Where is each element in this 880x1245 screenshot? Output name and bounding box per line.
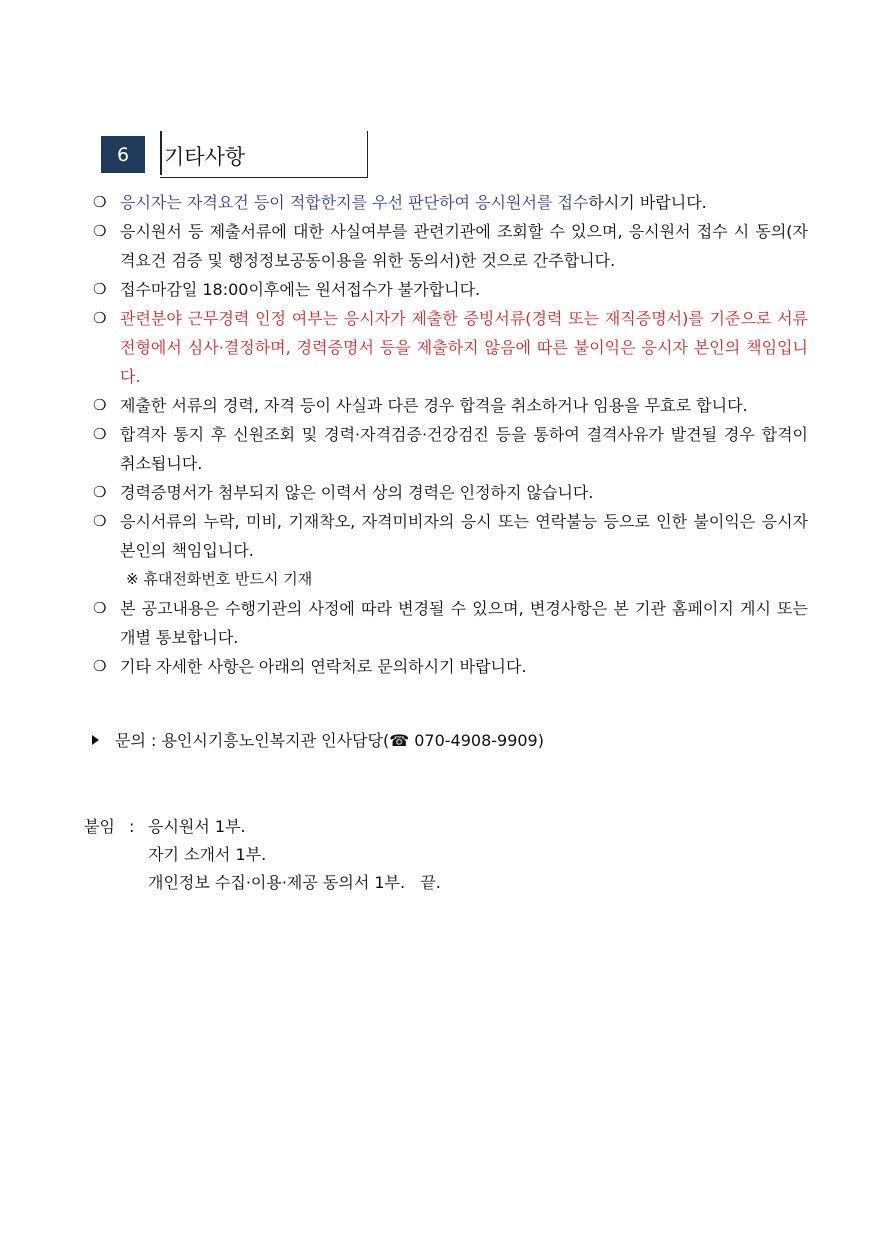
circle-bullet-icon: ❍	[93, 599, 107, 617]
notice-text: 하시기 바랍니다.	[588, 193, 707, 212]
notice-item	[90, 304, 808, 391]
notice-text: 경력증명서가 첨부되지 않은 이력서 상의 경력은 인정하지 않습니다.	[120, 483, 594, 502]
notice-text: 응시서류의 누락, 미비, 기재착오, 자격미비자의 응시 또는 연락불능 등으로 인한 불이익은 응시자 본인의 책임입니다.	[120, 512, 808, 560]
attachment-item: 응시원서 1부.	[148, 817, 246, 836]
contact-phone: 070-4908-9909)	[409, 731, 544, 750]
attachments	[84, 813, 441, 897]
phone-note: ※ 휴대전화번호 반드시 기재	[126, 570, 313, 588]
attachment-row	[84, 813, 441, 841]
notice-list	[90, 188, 808, 681]
circle-bullet-icon: ❍	[93, 193, 107, 211]
circle-bullet-icon: ❍	[93, 425, 107, 443]
circle-bullet-icon: ❍	[93, 396, 107, 414]
notice-item	[90, 275, 808, 304]
notice-text: 접수마감일 18:00이후에는 원서접수가 불가합니다.	[120, 280, 481, 299]
notice-item	[90, 507, 808, 565]
notice-item	[90, 188, 808, 217]
header-frame-right	[367, 131, 368, 178]
header-frame-bottom	[160, 177, 368, 178]
notice-item	[90, 217, 808, 275]
attachment-item: 자기 소개서 1부.	[148, 845, 267, 864]
circle-bullet-icon: ❍	[93, 309, 107, 327]
attachment-item: 개인정보 수집·이용·제공 동의서 1부. 끝.	[148, 873, 441, 892]
circle-bullet-icon: ❍	[93, 512, 107, 530]
header-divider	[160, 131, 162, 175]
notice-text: 합격자 통지 후 신원조회 및 경력·자격검증·건강검진 등을 통하여 결격사유가 발견될 경우 합격이 취소됩니다.	[120, 425, 808, 473]
circle-bullet-icon: ❍	[93, 483, 107, 501]
circle-bullet-icon: ❍	[93, 280, 107, 298]
contact-label: 문의 : 용인시기흥노인복지관 인사담당(	[115, 731, 390, 750]
notice-text-warning: 관련분야 근무경력 인정 여부는 응시자가 제출한 증빙서류(경력 또는 재직증명서)를 기준으로 서류전형에서 심사·결정하며, 경력증명서 등을 제출하지 않음에 따른 불이익은 응시자 본인의 책임입니다.	[120, 309, 808, 386]
notice-item	[90, 478, 808, 507]
notice-item	[90, 652, 808, 681]
attachment-label: 붙임	[84, 817, 115, 836]
notice-item	[90, 391, 808, 420]
section-title: 기타사항	[164, 145, 246, 169]
notice-item	[90, 420, 808, 478]
attachment-colon: :	[129, 817, 135, 836]
notice-item	[90, 594, 808, 652]
notice-text: 제출한 서류의 경력, 자격 등이 사실과 다른 경우 합격을 취소하거나 임용을 무효로 합니다.	[120, 396, 748, 415]
section-number-badge: 6	[101, 136, 145, 173]
contact-line	[92, 727, 544, 755]
notice-text: 응시원서 등 제출서류에 대한 사실여부를 관련기관에 조회할 수 있으며, 응시원서 접수 시 동의(자격요건 검증 및 행정정보공동이용을 위한 동의서)한 것으로 간주합니다.	[120, 222, 808, 270]
circle-bullet-icon: ❍	[93, 657, 107, 675]
triangle-bullet-icon	[92, 735, 99, 745]
section-header	[101, 131, 371, 179]
notice-text: 기타 자세한 사항은 아래의 연락처로 문의하시기 바랍니다.	[120, 657, 527, 676]
phone-icon: ☎	[389, 731, 410, 750]
notice-text-emphasis: 응시자는 자격요건 등이 적합한지를 우선 판단하여 응시원서를 접수	[120, 193, 589, 212]
notice-text: 본 공고내용은 수행기관의 사정에 따라 변경될 수 있으며, 변경사항은 본 기관 홈페이지 게시 또는 개별 통보합니다.	[120, 599, 808, 647]
circle-bullet-icon: ❍	[93, 222, 107, 240]
